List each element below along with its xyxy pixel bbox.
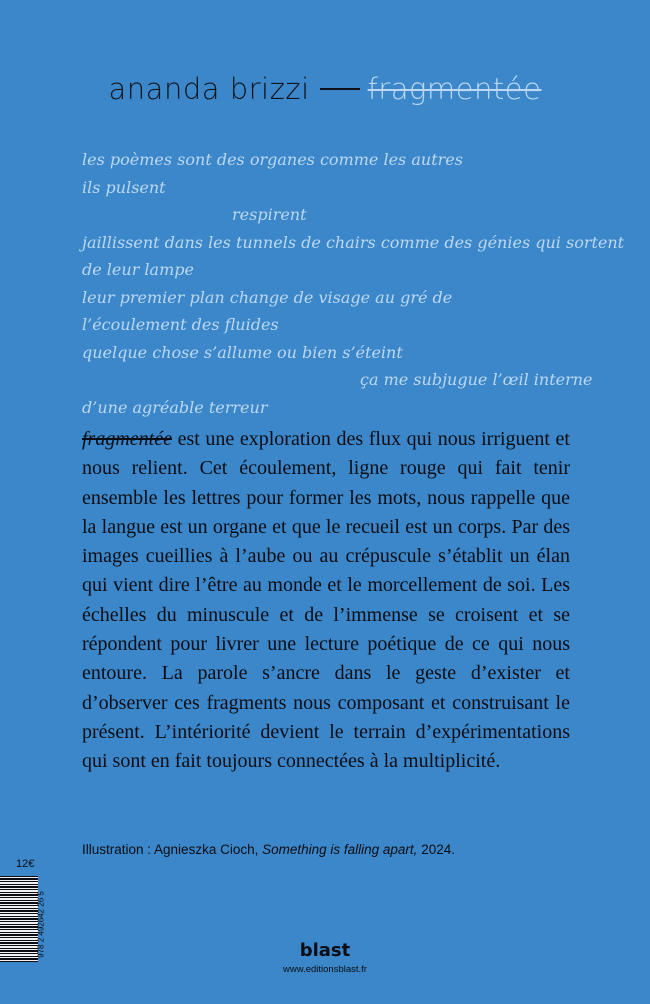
poem-line: leur premier plan change de visage au gré de	[82, 287, 453, 307]
poem-line: ils pulsent	[82, 177, 166, 197]
cover-header	[0, 72, 650, 106]
poem-line: ça me subjugue l’œil interne	[360, 370, 593, 389]
book-title: fragmentée	[367, 72, 542, 106]
poem-line: l’écoulement des fluides	[82, 315, 279, 334]
header-dash	[320, 88, 360, 90]
isbn-number: 978 2 492642 26 5	[36, 891, 46, 958]
credit-prefix: Illustration : Agnieszka Cioch,	[82, 842, 263, 857]
back-cover-blurb	[82, 425, 570, 777]
price-label: 12€	[16, 858, 35, 870]
blurb-text: est une exploration des flux qui nous irriguent et nous relient. Cet écoulement, ligne rouge qui fait tenir ensemble les lettres pour former les mots, nous rappelle que la langue est un organe et que le recueil est un corps. Par des images cueillies à l’aube ou au crépuscule s’établit un élan qui vient dire l’être au monde et le morcellement de soi. Les échelles du minuscule et de l’immense se croisent et se répondent pour livrer une lecture poétique de ce qui nous entoure. La parole s’ancre dans le geste d’exister et d’observer ces fragments nous composant et construisant le présent. L’intériorité devient le terrain d’expérimentations qui sont en fait toujours connectées à la multiplicité.	[82, 428, 570, 773]
poem-line: les poèmes sont des organes comme les autres	[82, 150, 463, 169]
blurb-title: fragmentée	[82, 428, 172, 450]
publisher-url: www.editionsblast.fr	[283, 964, 367, 975]
publisher-logo: blast	[299, 940, 351, 961]
illustration-credit	[82, 842, 455, 857]
poem-excerpt	[82, 146, 625, 421]
poem-line: de leur lampe	[82, 260, 194, 279]
poem-line: d’une agréable terreur	[82, 397, 268, 417]
credit-year: 2024.	[417, 842, 455, 857]
poem-line: respirent	[232, 205, 307, 224]
author-name: ananda brizzi	[108, 72, 310, 106]
credit-work: Something is falling apart,	[262, 842, 418, 857]
poem-line: quelque chose s’allume ou bien s’éteint	[82, 342, 403, 362]
poem-line: jaillissent dans les tunnels de chairs comme des génies qui sortent	[82, 232, 625, 252]
